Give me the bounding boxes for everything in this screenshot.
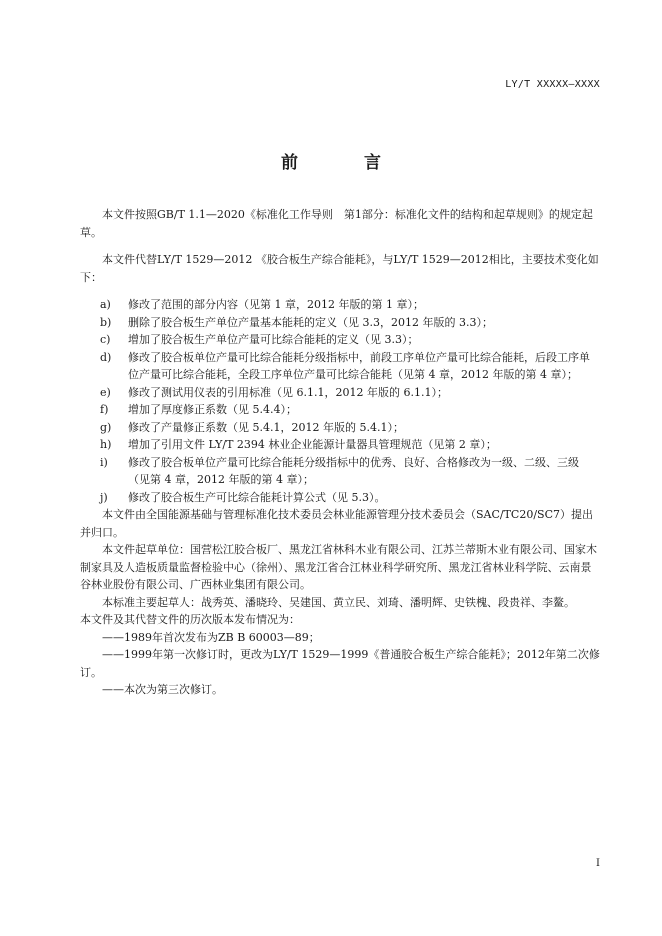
paragraph-drafting-units: 本文件起草单位：国营松江胶合板厂、黑龙江省林科木业有限公司、江苏兰蒂斯木业有限公司、国家木制家具及人造板质量监督检验中心（徐州）、黑龙江省合江林业科学研究所、黑龙江省林业科学院、云南景谷林业股份有限公司、广西林业集团有限公司。 (80, 543, 597, 591)
list-item (80, 401, 600, 419)
list-item (80, 419, 600, 437)
list-item (80, 436, 600, 454)
list-item-text: 修改了产量修正系数（见 5.4.1，2012 年版的 5.4.1）； (128, 420, 404, 434)
page-number: I (596, 858, 600, 869)
history-entry: ——本次为第三次修订。 (102, 683, 223, 696)
list-item-text: 增加了胶合板生产单位产量可比综合能耗的定义（见 3.3）； (128, 333, 419, 346)
list-item-text: 修改了测试用仪表的引用标准（见 6.1.1，2012 年版的 6.1.1）； (128, 385, 448, 399)
list-marker: c) (100, 333, 111, 346)
list-item-text: 修改了胶合板单位产量可比综合能耗分级指标中，前段工序单位产量可比综合能耗，后段工序单位产量可比综合能耗，全段工序单位产量可比综合能耗（见第 4 章，2012 年版的第 4 章）； (128, 350, 590, 381)
paragraph-proposal: 本文件由全国能源基础与管理标准化技术委员会林业能源管理分技术委员会（SAC/TC20/SC7）提出并归口。 (80, 508, 594, 539)
list-marker: d) (100, 350, 112, 364)
list-marker: g) (100, 420, 112, 434)
list-item (80, 296, 600, 314)
list-item-text: 删除了胶合板生产单位产量基本能耗的定义（见 3.3，2012 年版的 3.3）； (128, 315, 493, 329)
list-item (80, 489, 600, 507)
history-entry: ——1989年首次发布为ZB B 60003—89； (102, 630, 320, 644)
paragraph-drafters: 本标准主要起草人：战秀英、潘晓玲、吴建国、黄立民、刘琦、潘明辉、史铁槐、段贵祥、李鳌。 (102, 595, 575, 609)
list-item (80, 331, 600, 349)
list-item (80, 384, 600, 402)
list-marker: h) (100, 438, 112, 451)
history-entry: ——1999年第一次修订时，更改为LY/T 1529—1999《普通胶合板生产综合能耗》；2012年第二次修订。 (80, 648, 600, 679)
list-item (80, 349, 600, 384)
list-marker: b) (100, 315, 112, 329)
paragraph-drafting-rules: 本文件按照GB/T 1.1—2020《标准化工作导则 第1部分：标准化文件的结构和起草规则》的规定起草。 (80, 208, 593, 239)
list-marker: f) (100, 403, 109, 416)
document-code: LY/T XXXXX—XXXX (505, 79, 600, 90)
paragraph-history-intro: 本文件及其代替文件的历次版本发布情况为： (80, 613, 300, 626)
list-item (80, 314, 600, 332)
change-list (80, 296, 600, 506)
foreword-body (80, 206, 600, 699)
list-item-text: 增加了厚度修正系数（见 5.4.4）； (128, 403, 297, 416)
list-marker: i) (100, 455, 108, 469)
list-item (80, 454, 600, 489)
list-item-text: 增加了引用文件 LY/T 2394 林业企业能源计量器具管理规范（见第 2 章）； (128, 438, 497, 451)
list-marker: a) (100, 298, 111, 311)
page-title: 前 言 (281, 153, 411, 173)
list-marker: e) (100, 385, 111, 399)
paragraph-replacement: 本文件代替LY/T 1529—2012 《胶合板生产综合能耗》，与LY/T 1529—2012相比，主要技术变化如下： (80, 253, 599, 284)
list-item-text: 修改了胶合板单位产量可比综合能耗分级指标中的优秀、良好、合格修改为一级、二级、三级（见第 4 章，2012 年版的第 4 章）； (128, 455, 579, 486)
list-item-text: 修改了范围的部分内容（见第 1 章，2012 年版的第 1 章）； (128, 298, 424, 311)
list-marker: j) (100, 490, 108, 504)
list-item-text: 修改了胶合板生产可比综合能耗计算公式（见 5.3）。 (128, 490, 386, 504)
